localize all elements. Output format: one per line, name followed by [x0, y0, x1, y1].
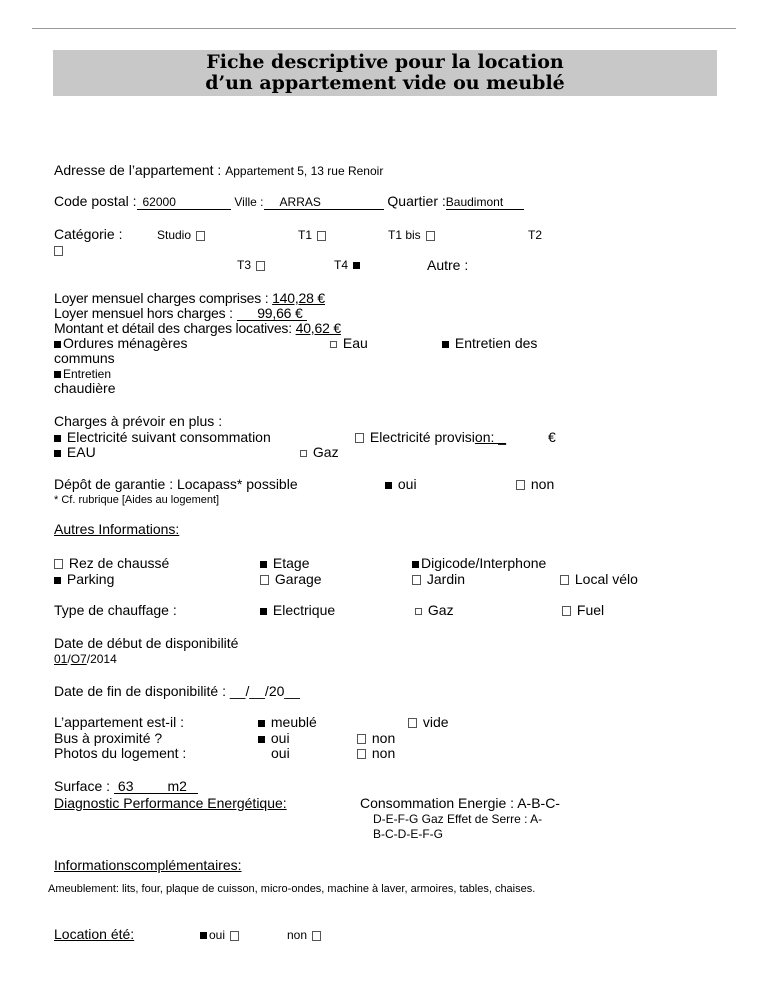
etage-text: Etage — [272, 555, 310, 571]
checkbox-icon[interactable] — [516, 480, 525, 490]
deposit-note: * Cf. rubrique [Aides au logement] — [54, 494, 220, 506]
checked-square-icon[interactable] — [260, 561, 267, 568]
city-label: Ville : — [234, 195, 264, 209]
checked-square-icon[interactable] — [412, 561, 419, 568]
bus-oui-text: oui — [270, 730, 290, 746]
checkbox-icon[interactable] — [562, 606, 571, 616]
checkbox-icon[interactable] — [357, 749, 366, 759]
checked-square-icon[interactable] — [258, 720, 265, 727]
deposit-oui-text: oui — [397, 476, 417, 492]
charge-entretien-des[interactable] — [440, 335, 537, 351]
extra-euro: € — [548, 429, 556, 445]
opt-digicode[interactable] — [410, 555, 546, 571]
ordures-text: Ordures ménagères — [63, 335, 188, 351]
start-date-label: Date de début de disponibilité — [54, 635, 239, 651]
opt-parking[interactable] — [54, 571, 114, 587]
category-t1[interactable] — [298, 227, 328, 243]
title-banner — [53, 50, 717, 96]
district-value: Baudimont — [446, 195, 524, 210]
checkbox-icon[interactable] — [260, 575, 269, 585]
eau-text: Eau — [342, 335, 368, 351]
opt-local-velo[interactable] — [558, 571, 638, 587]
checkbox-icon[interactable] — [355, 433, 364, 443]
furnished-vide[interactable] — [406, 714, 449, 730]
checked-square-icon[interactable] — [54, 435, 61, 442]
summer-rental-oui[interactable] — [200, 927, 241, 943]
surface-value: 63 — [117, 778, 134, 794]
extra-gaz-text: Gaz — [312, 444, 339, 460]
summer-rental-label: Location été: — [54, 926, 135, 942]
photos-oui[interactable]: oui — [271, 745, 290, 761]
surface-underline — [114, 779, 198, 794]
opt-garage[interactable] — [258, 571, 322, 587]
checkbox-icon[interactable] — [54, 246, 63, 256]
checkbox-icon[interactable] — [426, 231, 435, 241]
heating-fuel[interactable] — [560, 602, 604, 618]
checked-square-icon[interactable] — [54, 341, 61, 348]
summer-non-text: non — [287, 928, 308, 942]
jardin-text: Jardin — [426, 571, 466, 587]
postal-code-label: Code postal : — [54, 193, 137, 209]
category-t3[interactable] — [237, 257, 267, 273]
address-value: Appartement 5, 13 rue Renoir — [225, 164, 384, 178]
extra-info-heading: Informationscomplémentaires: — [54, 857, 242, 873]
deposit-label: Dépôt de garantie : Locapass* possible — [54, 476, 298, 492]
start-day: 01 — [54, 652, 68, 666]
address-row — [54, 162, 383, 179]
district-label: Quartier : — [387, 193, 446, 209]
charge-eau[interactable] — [328, 335, 368, 351]
entretien-des-text: Entretien des — [454, 335, 538, 351]
checkbox-icon[interactable] — [317, 231, 326, 241]
furnished-label: L’appartement est-il : — [54, 714, 184, 730]
city-value: ARRAS — [264, 195, 384, 210]
category-t2-checkbox[interactable] — [54, 242, 63, 258]
rent-hc-row — [54, 305, 307, 321]
t1-text: T1 — [298, 228, 313, 242]
other-info-heading: Autres Informations: — [54, 521, 180, 537]
photos-non[interactable] — [355, 745, 395, 761]
bus-label: Bus à proximité ? — [54, 730, 163, 746]
digicode-text: Digicode/Interphone — [421, 555, 547, 571]
end-date-row — [54, 683, 300, 699]
checked-square-icon[interactable] — [353, 262, 360, 269]
heating-label: Type de chauffage : — [54, 602, 177, 618]
entretien-text: Entretien — [63, 367, 112, 381]
elec-prov-underlined: on: _ — [474, 429, 507, 445]
checkbox-icon[interactable] — [357, 734, 366, 744]
checked-square-icon[interactable] — [385, 482, 392, 489]
rent-cc-label: Loyer mensuel charges comprises : — [54, 290, 269, 306]
title-line-2: d’un appartement vide ou meublé — [205, 72, 565, 94]
photos-non-text: non — [371, 745, 396, 761]
postal-row — [54, 193, 524, 210]
local-velo-text: Local vélo — [574, 571, 638, 587]
rent-hc-value: 99,66 € — [237, 306, 307, 321]
start-month: O7 — [70, 652, 87, 666]
category-studio[interactable] — [157, 227, 207, 243]
deposit-non-text: non — [530, 476, 555, 492]
summer-rental-non[interactable] — [287, 927, 323, 943]
checked-square-icon[interactable] — [258, 736, 265, 743]
elec-prov-text: Electricité provisi — [369, 429, 475, 445]
t3-text: T3 — [237, 258, 252, 272]
rez-text: Rez de chaussé — [68, 555, 170, 571]
end-date-label: Date de fin de disponibilité : — [54, 683, 226, 699]
bus-non-text: non — [371, 730, 396, 746]
opt-etage[interactable] — [258, 555, 309, 571]
surface-label: Surface : — [54, 778, 111, 794]
category-label: Catégorie : — [54, 226, 123, 242]
title-line-1: Fiche descriptive pour la location — [206, 51, 564, 73]
checkbox-icon[interactable] — [330, 341, 337, 348]
parking-text: Parking — [66, 571, 115, 587]
checkbox-icon[interactable] — [408, 718, 417, 728]
bus-non[interactable] — [355, 730, 395, 746]
address-label: Adresse de l’appartement : — [54, 162, 222, 178]
surface-row — [54, 778, 198, 794]
category-t4[interactable] — [334, 257, 362, 273]
extra-gaz[interactable] — [298, 444, 339, 460]
dpe-line-1: Consommation Energie : A-B-C- — [360, 795, 560, 811]
extra-elec-prov[interactable] — [353, 429, 506, 445]
deposit-non[interactable] — [514, 476, 554, 492]
checkbox-icon[interactable] — [312, 931, 321, 941]
top-rule — [32, 28, 736, 29]
dpe-line-2: D-E-F-G Gaz Effet de Serre : A- — [373, 812, 543, 826]
charges-label: Montant et détail des charges locatives: — [54, 320, 292, 336]
checkbox-icon[interactable] — [300, 450, 307, 457]
charges-value: 40,62 € — [295, 320, 341, 336]
furnished-meuble[interactable] — [256, 714, 317, 730]
rent-hc-label: Loyer mensuel hors charges : — [54, 305, 233, 321]
category-other[interactable]: Autre : — [427, 257, 469, 273]
heating-gaz-text: Gaz — [427, 602, 454, 618]
checkbox-icon[interactable] — [54, 559, 63, 569]
fuel-text: Fuel — [576, 602, 605, 618]
elec-conso-text: Electricité suivant consommation — [66, 429, 271, 445]
surface-unit: m2 — [167, 778, 187, 794]
checkbox-icon[interactable] — [415, 608, 422, 615]
t4-text: T4 — [334, 258, 349, 272]
checkbox-icon[interactable] — [256, 261, 265, 271]
photos-label: Photos du logement : — [54, 745, 187, 761]
end-date-value: __/__/20__ — [229, 683, 300, 699]
extra-elec-conso[interactable] — [54, 429, 271, 445]
opt-jardin[interactable] — [410, 571, 465, 587]
checked-square-icon[interactable] — [260, 608, 267, 615]
rent-cc-row — [54, 290, 325, 306]
t1bis-text: T1 bis — [388, 228, 421, 242]
category-t2[interactable]: T2 — [528, 228, 543, 242]
deposit-oui[interactable] — [383, 476, 417, 492]
summer-oui-text: oui — [209, 928, 226, 942]
dpe-label: Diagnostic Performance Energétique: — [54, 795, 287, 811]
checked-square-icon[interactable] — [54, 371, 61, 378]
charge-chaudiere: chaudière — [54, 380, 116, 396]
extra-eau[interactable] — [54, 444, 96, 460]
extra-info-text: Ameublement: lits, four, plaque de cuisson, micro-ondes, machine à laver, armoires, tables, chaises. — [48, 883, 536, 895]
meuble-text: meublé — [270, 714, 317, 730]
checked-square-icon[interactable] — [54, 577, 61, 584]
opt-rez[interactable] — [54, 555, 169, 571]
checked-square-icon[interactable] — [200, 932, 207, 939]
start-year: 2014 — [90, 652, 117, 666]
vide-text: vide — [422, 714, 449, 730]
heating-electric[interactable] — [258, 602, 335, 618]
extra-eau-text: EAU — [66, 444, 96, 460]
checkbox-icon[interactable] — [196, 231, 205, 241]
dpe-line-3: B-C-D-E-F-G — [373, 827, 443, 841]
heating-gaz[interactable] — [413, 602, 454, 618]
checkbox-icon[interactable] — [412, 575, 421, 585]
garage-text: Garage — [274, 571, 322, 587]
checked-square-icon[interactable] — [442, 341, 449, 348]
checked-square-icon[interactable] — [54, 450, 61, 457]
checkbox-icon[interactable] — [560, 575, 569, 585]
category-t1bis[interactable] — [388, 227, 437, 243]
studio-text: Studio — [157, 228, 192, 242]
electric-text: Electrique — [272, 602, 336, 618]
postal-code-value: 62000 — [137, 195, 231, 210]
charge-communs: communs — [54, 350, 115, 366]
charge-ordures[interactable] — [54, 335, 188, 351]
extra-charges-label: Charges à prévoir en plus : — [54, 413, 223, 429]
start-date-value: 01/O7/2014 — [54, 652, 117, 666]
rent-cc-value: 140,28 € — [272, 290, 325, 306]
bus-oui[interactable] — [256, 730, 290, 746]
checkbox-icon[interactable] — [230, 931, 239, 941]
charges-row — [54, 320, 341, 336]
